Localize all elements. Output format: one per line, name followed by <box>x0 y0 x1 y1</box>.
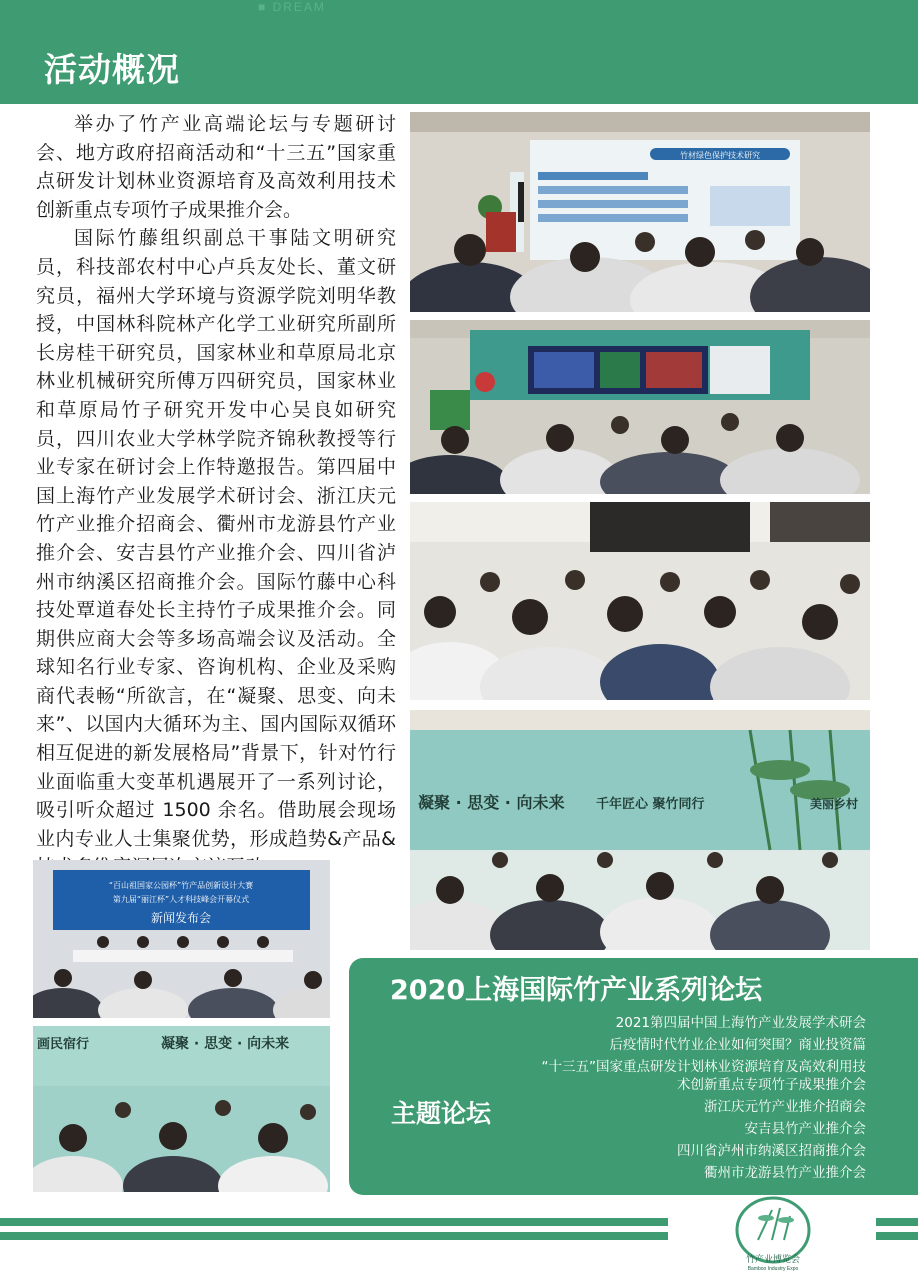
forum-item: 四川省泸州市纳溪区招商推介会 <box>677 1143 866 1159</box>
photo-forum-presentation <box>410 112 870 312</box>
header-watermark: ■ DREAM <box>258 0 326 14</box>
photo-left-audience <box>33 1026 330 1192</box>
press-banner-line2: 第九届“丽江杯”人才科技峰会开幕仪式 <box>112 895 250 904</box>
expo-logo <box>728 1196 818 1272</box>
logo-name-en: Bamboo Industry Expo <box>747 1266 799 1272</box>
forum-item: 浙江庆元竹产业推介招商会 <box>704 1099 866 1115</box>
slide-title: 竹材绿色保护技术研究 <box>680 151 760 160</box>
footer-band-left-top <box>0 1218 668 1226</box>
photo-audience <box>410 502 870 700</box>
left-backdrop-text: 画民宿行 <box>37 1037 90 1052</box>
photo-bamboo-backdrop <box>410 710 870 950</box>
forum-item: 安吉县竹产业推介会 <box>744 1121 866 1137</box>
footer-band-left-bottom <box>0 1232 668 1240</box>
logo-name-cn: 竹产业博览会 <box>745 1255 801 1265</box>
backdrop-slogan-3: 美丽乡村 <box>810 797 859 811</box>
article-body <box>36 110 396 882</box>
backdrop-slogan-2: 千年匠心 聚竹同行 <box>596 797 705 812</box>
forum-subtitle: 主题论坛 <box>391 1099 492 1128</box>
article-paragraph-2: 国际竹藤组织副总干事陆文明研究员，科技部农村中心卢兵友处长、董文研究员，福州大学环境与资源学院刘明华教授，中国林科院林产化学工业研究所副所长房桂干研究员，国家林业和草原局北京林业机械研究所傅万四研究员，国家林业和草原局竹子研究开发中心吴良如研究员，四川农业大学林学院齐锦秋教授等行业专家在研讨会上作特邀报告。第四届中国上海竹产业发展学术研讨会、浙江庆元竹产业推介招商会、衢州市龙游县竹产业推介会、安吉县竹产业推介会、四川省泸州市纳溪区招商推介会。国际竹藤中心科技处覃道春处长主持竹子成果推介会。同期供应商大会等多场高端会议及活动。全球知名行业专家、咨询机构、企业及采购商代表畅“所欲言，在“凝聚、思变、向未来”、以国内大循环为主、国内国际双循环相互促进的新发展格局”背景下，针对竹行业面临重大变革机遇展开了一系列讨论，吸引听众超过 1500 余名。借助展会现场业内专业人士集聚优势，形成趋势&产品& <box>36 227 396 850</box>
forum-list <box>536 1012 866 1184</box>
forum-item: “十三五”国家重点研发计划林业资源培育及高效利用技术创新重点专项竹子成果推介会 <box>541 1059 866 1093</box>
forum-item: 后疫情时代竹业企业如何突围？商业投资篇 <box>609 1037 866 1053</box>
photo-forum-stage <box>410 320 870 494</box>
left-backdrop-slogan: 凝聚 · 思变 · 向未来 <box>161 1036 290 1052</box>
footer-band-right-top <box>876 1218 918 1226</box>
forum-item: 衢州市龙游县竹产业推介会 <box>704 1165 866 1181</box>
footer-band-right-bottom <box>876 1232 918 1240</box>
article-paragraph-1: 举办了竹产业高端论坛与专题研讨会、地方政府招商活动和“十三五”国家重点研发计划林业资源培育及高效利用技术创新重点专项竹子成果推介会。 <box>36 113 396 221</box>
forum-item: 2021第四届中国上海竹产业发展学术研会 <box>615 1015 866 1031</box>
page-title: 活动概况 <box>44 50 180 89</box>
photo-press-conference <box>33 860 330 1018</box>
press-banner-line1: “百山祖国家公园杯”竹产品创新设计大赛 <box>108 881 254 890</box>
press-banner-line3: 新闻发布会 <box>150 911 212 925</box>
backdrop-slogan: 凝聚 · 思变 · 向未来 <box>418 793 565 812</box>
forum-title: 2020上海国际竹产业系列论坛 <box>390 975 763 1006</box>
